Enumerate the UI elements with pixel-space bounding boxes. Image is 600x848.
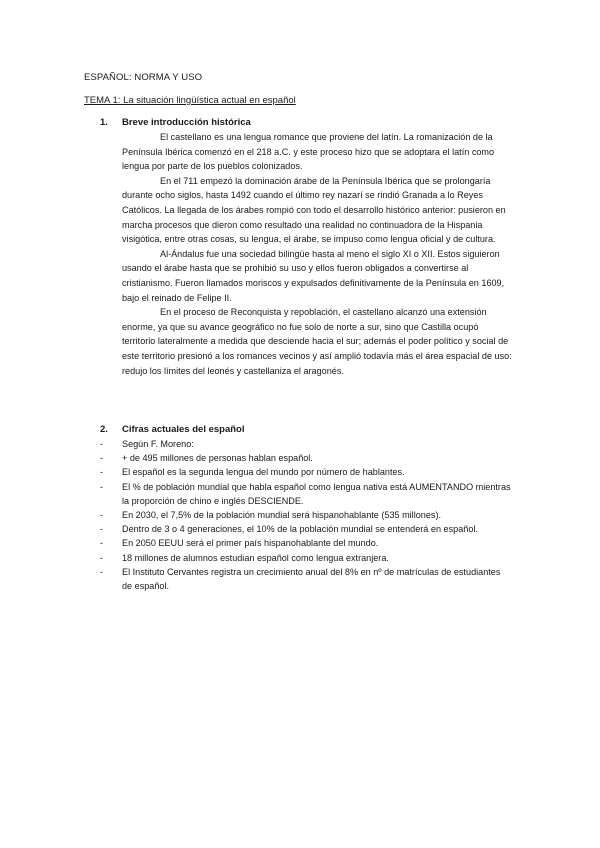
bullet-dash: -: [100, 566, 104, 577]
paragraph: El castellano es una lengua romance que proviene del latín. La romanización de la Península Ibérica comenzó en el 218 a.C. y este proceso hizo que se adoptara el latín como lengua por parte de los pueblos colonizados.: [122, 132, 495, 172]
bullet-dash: -: [100, 552, 104, 563]
bullet-dash: -: [100, 467, 104, 478]
bullet-list: [100, 437, 512, 593]
bullet-dash: -: [100, 453, 104, 464]
bullet-dash: -: [100, 439, 104, 449]
section-heading: [100, 116, 512, 130]
list-item: - El % de población mundial que habla español como lengua nativa está AUMENTANDO mientras la proporción de chino e inglés DESCIENDE.: [100, 480, 512, 508]
list-item: - 18 millones de alumnos estudian español como lengua extranjera.: [100, 551, 512, 565]
document-title: ESPAÑOL: NORMA Y USO: [84, 72, 203, 83]
list-item: - Según F. Moreno:: [100, 437, 512, 451]
topic-title: TEMA 1: La situación lingüística actual en español: [84, 95, 296, 106]
list-item: - El español es la segunda lengua del mundo por número de hablantes.: [100, 465, 512, 479]
section-body: [122, 130, 512, 378]
list-item: - En 2030, el 7,5% de la población mundial será hispanohablante (535 millones).: [100, 508, 512, 522]
list-item: - Dentro de 3 o 4 generaciones, el 10% de la población mundial se entenderá en español.: [100, 522, 512, 536]
paragraph: Al-Ándalus fue una sociedad bilingüe hasta al meno el siglo XI o XII. Estos siguieron usando el árabe hasta que se prohibió su uso y ellos fueron obligados a convertirse al cristianismo. Fueron llamados moriscos y expulsados definitivamente de la Península en 1609, bajo el reinado de Felipe II.: [122, 248, 505, 303]
paragraph: En el 711 empezó la dominación árabe de la Península Ibérica que se prolongaría durante ocho siglos, hasta 1492 cuando el último rey nazarí se rindió Granada a lo Reyes Católicos. La llegada de los árabes rompió con todo el desarrollo histórico anterior: pusieron en marcha procesos que dieron como resultado una realidad no continuadora de la Hispania visigótica, entre otras cosas, su lengua, el árabe, se impuso como lengua oficial y de cultura.: [122, 175, 506, 245]
list-item: - El Instituto Cervantes registra un crecimiento anual del 8% en nº de matrículas de estudiantes de español.: [100, 565, 512, 593]
section-heading-text: Breve introducción histórica: [122, 117, 251, 128]
bullet-dash: -: [100, 524, 104, 535]
bullet-dash: -: [100, 481, 104, 492]
bullet-dash: -: [100, 538, 104, 549]
bullet-dash: -: [100, 510, 104, 521]
list-item: - En 2050 EEUU será el primer país hispanohablante del mundo.: [100, 536, 512, 550]
list-item: - + de 495 millones de personas hablan español.: [100, 451, 512, 465]
paragraph: En el proceso de Reconquista y repoblación, el castellano alcanzó una extensión enorme, ya que su avance geográfico no fue solo de norte a sur, sino que Castilla ocupó territorio lateralmente a medida que desciende hacia el sur; además el poder político y social de este territorio presionó a los romances vecinos y así amplió todavía más el área espacial de uso: redujo los límites del leonés y castellaniza el aragonés.: [122, 307, 512, 376]
section-number: 2.: [100, 424, 108, 435]
section-number: 1.: [100, 117, 108, 128]
section-heading: [100, 423, 512, 437]
section-figures: [100, 423, 512, 593]
section-history: [100, 116, 512, 378]
section-heading-text: Cifras actuales del español: [122, 424, 245, 435]
